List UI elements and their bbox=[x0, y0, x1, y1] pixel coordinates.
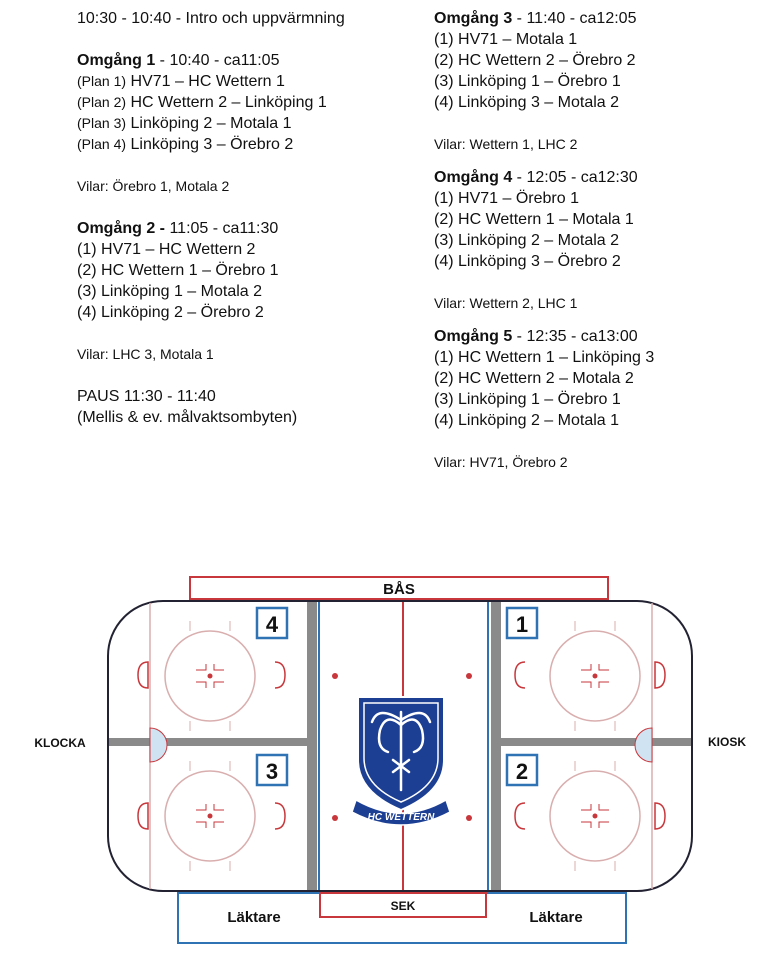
round-5-time: - 12:35 - ca13:00 bbox=[512, 328, 638, 345]
plan-label: (Plan 1) bbox=[77, 73, 127, 89]
stand-right-label: Läktare bbox=[529, 909, 583, 926]
match-text: Linköping 1 – Motala 2 bbox=[101, 283, 263, 300]
game-row bbox=[77, 281, 407, 302]
round-3-time: - 11:40 - ca12:05 bbox=[512, 10, 637, 27]
plan-label: (1) bbox=[434, 31, 454, 48]
plan-label: (2) bbox=[434, 370, 454, 387]
game-row bbox=[434, 347, 764, 368]
match-text: Linköping 2 – Motala 1 bbox=[130, 115, 292, 132]
game-row bbox=[77, 302, 407, 323]
match-text: HV71 – HC Wettern 2 bbox=[101, 241, 256, 258]
kiosk-label: KIOSK bbox=[707, 735, 747, 749]
game-row bbox=[434, 251, 764, 272]
match-text: Linköping 2 – Motala 1 bbox=[458, 412, 620, 429]
zone-number-2: 2 bbox=[515, 759, 529, 784]
plan-label: (Plan 2) bbox=[77, 94, 127, 110]
match-text: HV71 – HC Wettern 1 bbox=[130, 73, 285, 90]
plan-label: (1) bbox=[434, 190, 454, 207]
divider-left bbox=[109, 738, 312, 746]
game-row bbox=[434, 29, 764, 50]
round-4-rest: Vilar: Wettern 2, LHC 1 bbox=[434, 295, 578, 311]
game-row bbox=[434, 209, 764, 230]
clock-label: KLOCKA bbox=[34, 736, 86, 750]
divider-right bbox=[494, 738, 691, 746]
plan-label: (3) bbox=[434, 391, 454, 408]
round-2-time: 11:05 - ca11:30 bbox=[169, 220, 279, 237]
game-row bbox=[434, 389, 764, 410]
match-text: HV71 – Örebro 1 bbox=[458, 190, 579, 207]
match-text: Linköping 3 – Örebro 2 bbox=[130, 136, 294, 153]
game-row bbox=[434, 92, 764, 113]
match-text: HC Wettern 1 – Örebro 1 bbox=[101, 262, 279, 279]
hc-wettern-logo bbox=[352, 697, 450, 825]
game-row bbox=[434, 368, 764, 389]
stand-left-label: Läktare bbox=[227, 909, 281, 926]
round-1-heading bbox=[77, 50, 407, 71]
divider-bar-right bbox=[491, 602, 501, 890]
rink-svg bbox=[0, 570, 765, 960]
game-row bbox=[77, 239, 407, 260]
game-row bbox=[77, 113, 407, 134]
game-row bbox=[434, 71, 764, 92]
plan-label: (4) bbox=[434, 412, 454, 429]
plan-label: (2) bbox=[434, 52, 454, 69]
match-text: HV71 – Motala 1 bbox=[458, 31, 578, 48]
round-1-title: Omgång 1 bbox=[77, 52, 156, 69]
round-1-rest: Vilar: Örebro 1, Motala 2 bbox=[77, 178, 230, 194]
round-3-title: Omgång 3 bbox=[434, 10, 513, 27]
round-4-time: - 12:05 - ca12:30 bbox=[512, 169, 638, 186]
match-text: HC Wettern 2 – Linköping 1 bbox=[130, 94, 327, 111]
match-text: Linköping 2 – Örebro 2 bbox=[101, 304, 264, 321]
round-4-title: Omgång 4 bbox=[434, 169, 513, 186]
round-2-rest: Vilar: LHC 3, Motala 1 bbox=[77, 346, 214, 362]
match-text: HC Wettern 2 – Motala 2 bbox=[458, 370, 634, 387]
round-5-title: Omgång 5 bbox=[434, 328, 513, 345]
plan-label: (4) bbox=[434, 94, 454, 111]
plan-label: (4) bbox=[77, 304, 97, 321]
match-text: Linköping 3 – Örebro 2 bbox=[458, 253, 621, 270]
round-3-rest: Vilar: Wettern 1, LHC 2 bbox=[434, 136, 578, 152]
zone-number-4: 4 bbox=[265, 612, 279, 637]
bench-label: BÅS bbox=[383, 581, 415, 598]
round-3-heading bbox=[434, 8, 764, 29]
schedule-left-column bbox=[77, 8, 407, 428]
zone-number-1: 1 bbox=[515, 612, 529, 637]
game-row bbox=[77, 71, 407, 92]
game-row bbox=[77, 134, 407, 155]
round-2-title: Omgång 2 - bbox=[77, 220, 170, 237]
plan-label: (3) bbox=[434, 73, 454, 90]
round-1-time: - 10:40 - ca11:05 bbox=[155, 52, 280, 69]
divider-bar-left bbox=[307, 602, 317, 890]
game-row bbox=[434, 188, 764, 209]
match-text: HC Wettern 1 – Motala 1 bbox=[458, 211, 634, 228]
plan-label: (1) bbox=[434, 349, 454, 366]
schedule-right-column bbox=[434, 8, 764, 473]
plan-label: (Plan 4) bbox=[77, 136, 127, 152]
game-row bbox=[434, 230, 764, 251]
game-row bbox=[77, 92, 407, 113]
plan-label: (4) bbox=[434, 253, 454, 270]
pause-line: PAUS 11:30 - 11:40 bbox=[77, 388, 216, 405]
match-text: Linköping 3 – Motala 2 bbox=[458, 94, 620, 111]
round-2-heading bbox=[77, 218, 407, 239]
match-text: Linköping 1 – Örebro 1 bbox=[458, 73, 621, 90]
sek-label: SEK bbox=[390, 899, 416, 913]
plan-label: (Plan 3) bbox=[77, 115, 127, 131]
plan-label: (2) bbox=[77, 262, 97, 279]
plan-label: (3) bbox=[77, 283, 97, 300]
round-4-heading bbox=[434, 167, 764, 188]
plan-label: (3) bbox=[434, 232, 454, 249]
match-text: HC Wettern 2 – Örebro 2 bbox=[458, 52, 636, 69]
game-row bbox=[434, 410, 764, 431]
round-5-rest: Vilar: HV71, Örebro 2 bbox=[434, 454, 568, 470]
zone-number-3: 3 bbox=[265, 759, 279, 784]
logo-text: HC WETTERN bbox=[367, 812, 435, 823]
plan-label: (2) bbox=[434, 211, 454, 228]
game-row bbox=[77, 260, 407, 281]
match-text: Linköping 1 – Örebro 1 bbox=[458, 391, 621, 408]
plan-label: (1) bbox=[77, 241, 97, 258]
pause-note: (Mellis & ev. målvaktsombyten) bbox=[77, 409, 298, 426]
match-text: Linköping 2 – Motala 2 bbox=[458, 232, 620, 249]
match-text: HC Wettern 1 – Linköping 3 bbox=[458, 349, 655, 366]
rink-diagram bbox=[0, 570, 765, 960]
game-row bbox=[434, 50, 764, 71]
round-5-heading bbox=[434, 326, 764, 347]
intro-line: 10:30 - 10:40 - Intro och uppvärmning bbox=[77, 10, 345, 27]
